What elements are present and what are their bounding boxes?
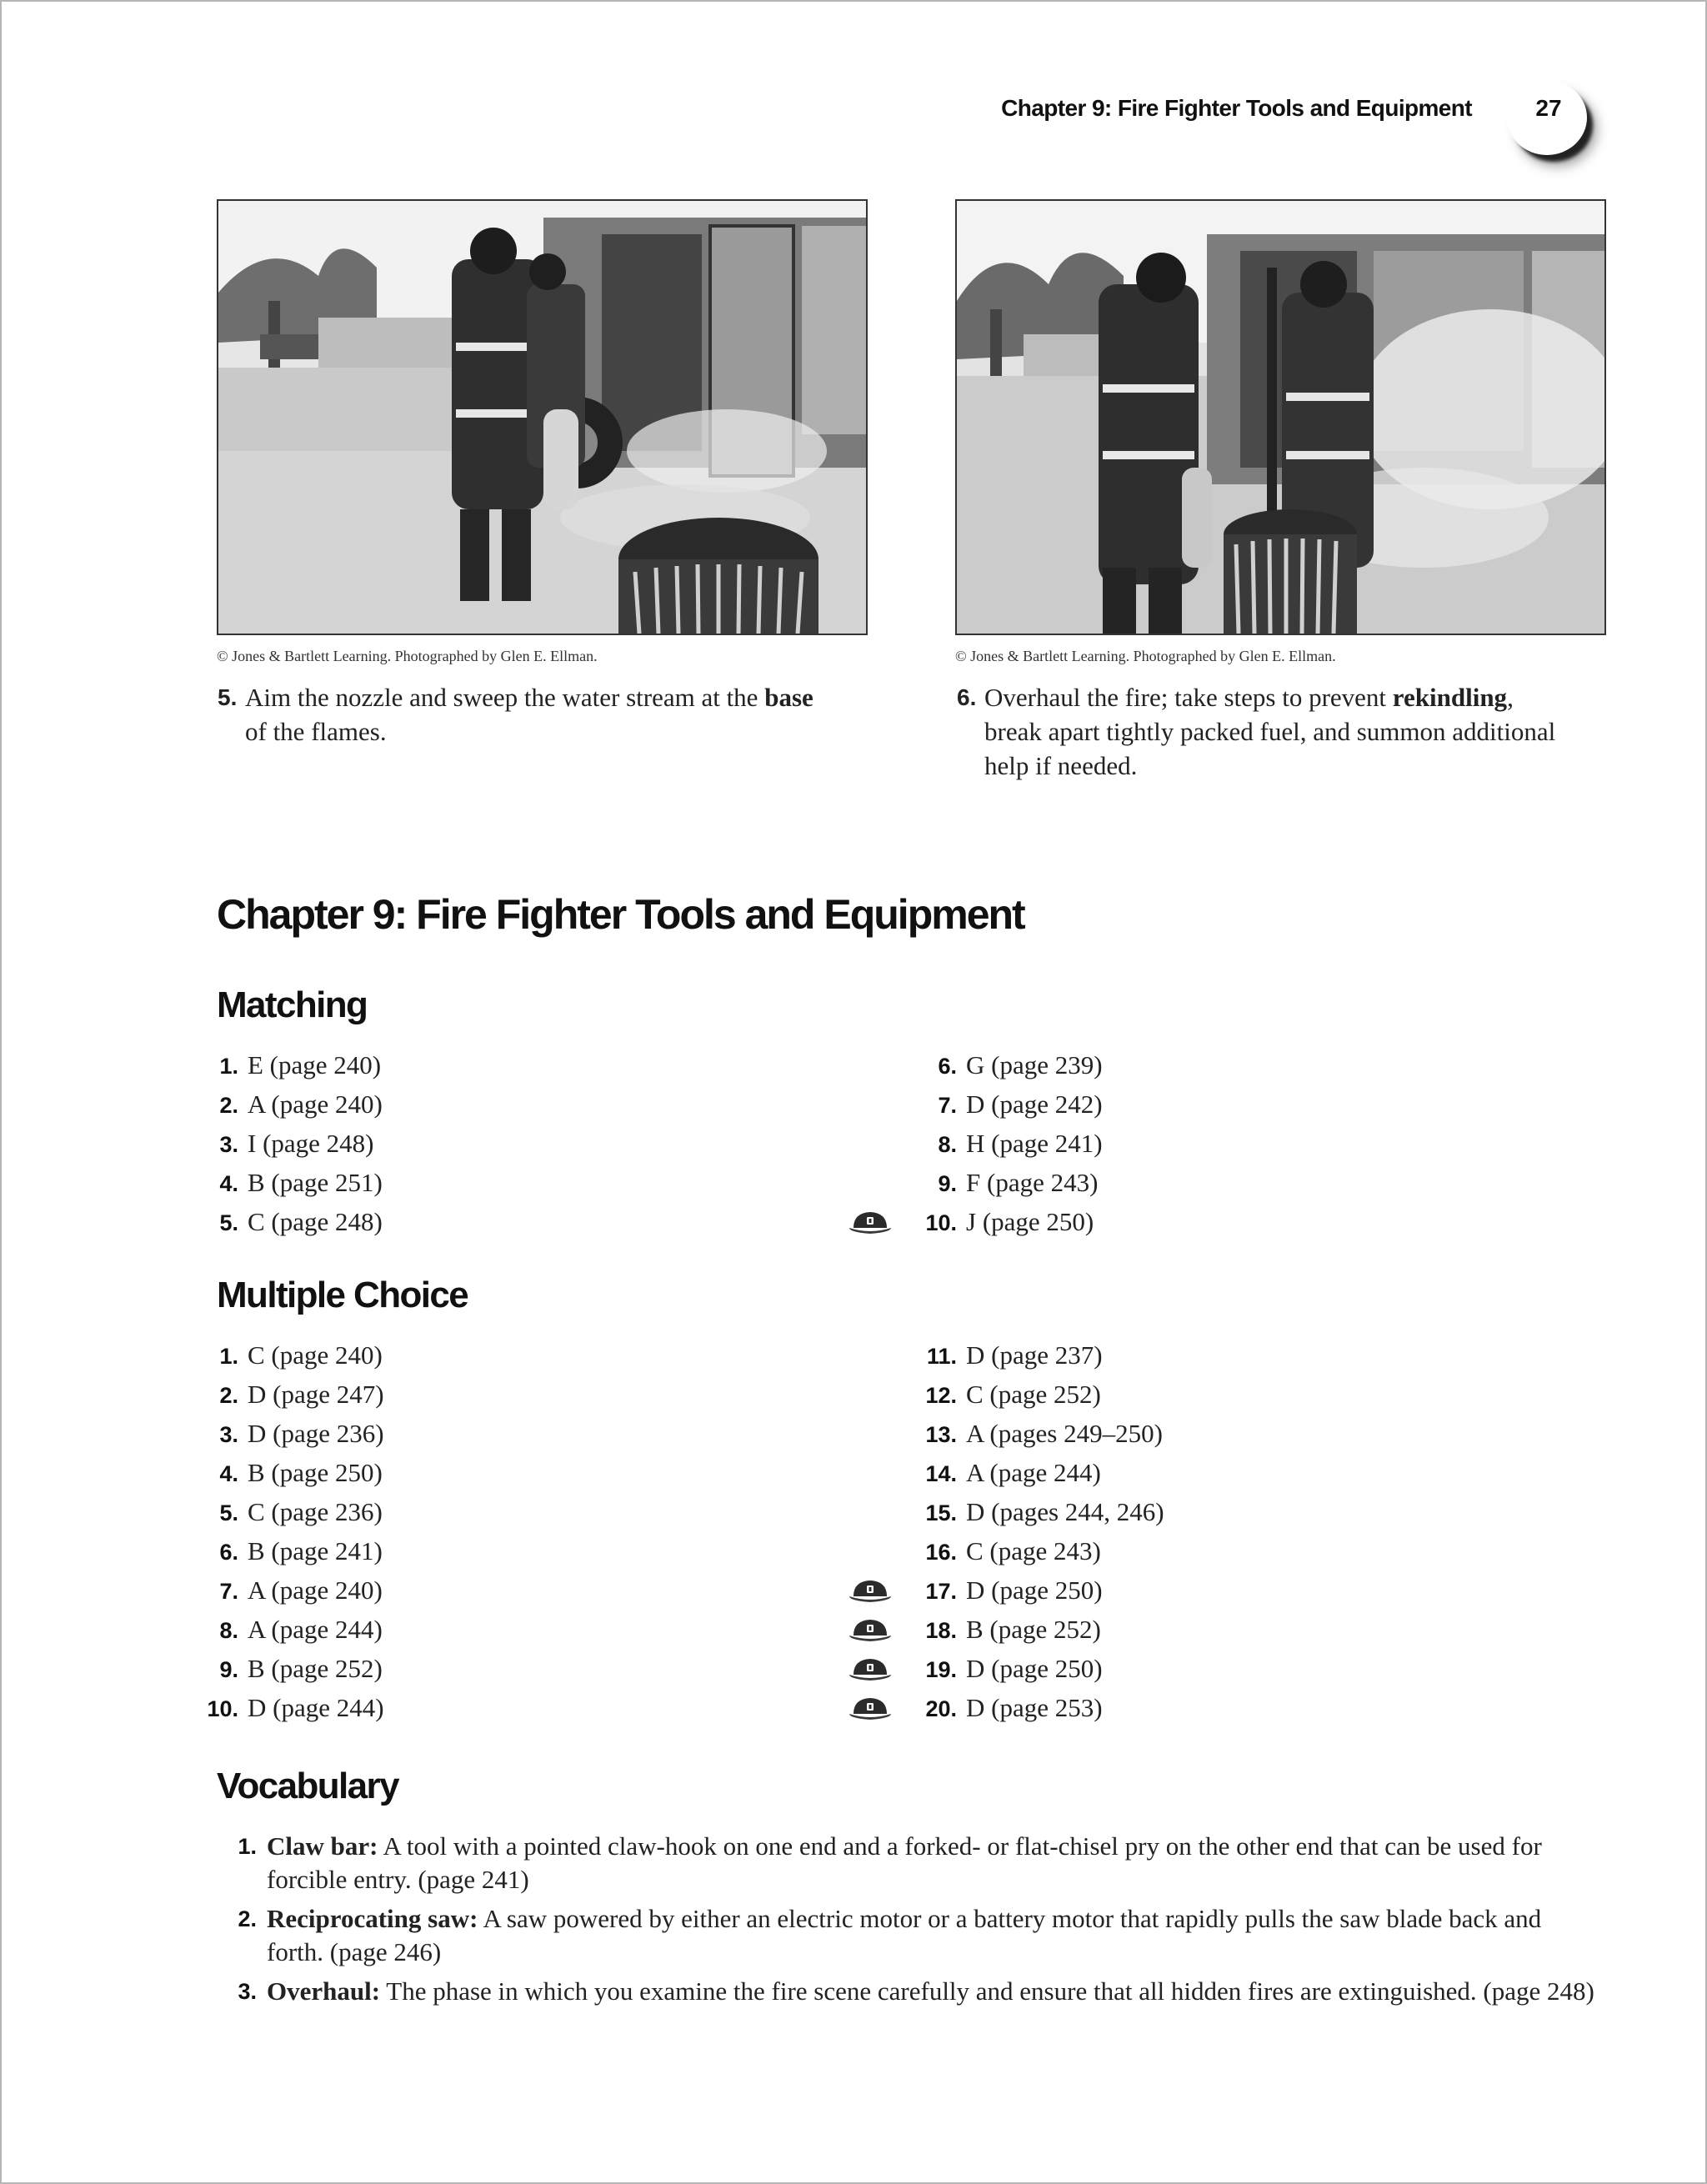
step-6 xyxy=(957,680,1574,783)
answer-text: H (page 241) xyxy=(966,1129,1103,1158)
answer-text: A (page 240) xyxy=(248,1575,383,1605)
vocab-definition-text: The phase in which you examine the fire scene carefully and ensure that all hidden fires are extinguished. (page 248) xyxy=(380,1976,1594,2006)
answer-text: F (page 243) xyxy=(966,1168,1099,1197)
answer-item xyxy=(917,1531,1164,1570)
answer-item xyxy=(198,1335,384,1375)
answer-number: 18. xyxy=(925,1618,957,1643)
vocab-number: 2. xyxy=(238,1906,257,1931)
answer-item xyxy=(917,1492,1164,1531)
answer-text: D (page 244) xyxy=(248,1693,384,1722)
answer-item xyxy=(917,1084,1103,1124)
answer-item xyxy=(198,1084,383,1124)
step-text: Overhaul the fire; take steps to prevent rekindling, break apart tightly packed fuel, and summon additional help if needed. xyxy=(984,683,1556,780)
answer-item xyxy=(917,1453,1164,1492)
vocab-item xyxy=(217,1975,1600,2008)
vocab-item xyxy=(217,1902,1600,1969)
helmet-icon xyxy=(848,1656,892,1681)
answer-item xyxy=(917,1688,1164,1727)
matching-heading: Matching xyxy=(217,984,368,1025)
answer-text: D (page 250) xyxy=(966,1654,1103,1683)
helmet-icon xyxy=(848,1210,892,1235)
answer-text: D (page 250) xyxy=(966,1575,1103,1605)
running-title: Chapter 9: Fire Fighter Tools and Equipment xyxy=(1001,95,1472,121)
answer-text: B (page 241) xyxy=(248,1536,383,1565)
answer-text: I (page 248) xyxy=(248,1129,374,1158)
answer-item xyxy=(198,1124,383,1163)
vocab-term: Reciprocating saw: xyxy=(267,1904,478,1933)
answer-number: 3. xyxy=(219,1422,238,1447)
answer-item xyxy=(917,1335,1164,1375)
vocab-definition xyxy=(267,1975,1600,2008)
answer-number: 11. xyxy=(926,1344,957,1369)
answer-item xyxy=(198,1531,384,1570)
answer-item xyxy=(917,1375,1164,1414)
answer-item xyxy=(917,1045,1103,1084)
answer-number: 15. xyxy=(925,1500,957,1525)
answer-text: D (page 242) xyxy=(966,1089,1103,1119)
vocabulary-heading: Vocabulary xyxy=(217,1766,398,1806)
vocabulary-list xyxy=(217,1830,1600,2014)
vocab-definition xyxy=(267,1902,1600,1969)
answer-item xyxy=(198,1492,384,1531)
helmet-icon xyxy=(848,1617,892,1642)
answer-number: 4. xyxy=(219,1171,238,1196)
answer-number: 5. xyxy=(219,1210,238,1235)
answer-text: A (page 240) xyxy=(248,1089,383,1119)
matching-left-list xyxy=(198,1045,383,1241)
answer-number: 8. xyxy=(219,1618,238,1643)
answer-text: B (page 251) xyxy=(248,1168,383,1197)
answer-number: 7. xyxy=(219,1579,238,1604)
answer-number: 5. xyxy=(219,1500,238,1525)
photo-overhaul xyxy=(955,199,1606,635)
answer-number: 16. xyxy=(925,1540,957,1565)
answer-number: 8. xyxy=(938,1132,957,1157)
answer-number: 2. xyxy=(219,1383,238,1408)
helmet-icon xyxy=(848,1578,892,1603)
step-number: 5. xyxy=(218,684,238,710)
answer-text: J (page 250) xyxy=(966,1207,1094,1236)
matching-right-list xyxy=(917,1045,1103,1241)
answer-text: D (page 236) xyxy=(248,1419,384,1448)
answer-text: D (page 237) xyxy=(966,1340,1103,1370)
answer-text: A (pages 249–250) xyxy=(966,1419,1163,1448)
answer-text: C (page 252) xyxy=(966,1380,1101,1409)
answer-text: A (page 244) xyxy=(248,1615,383,1644)
answer-item xyxy=(198,1163,383,1202)
answer-number: 3. xyxy=(219,1132,238,1157)
answer-text: B (page 252) xyxy=(966,1615,1101,1644)
answer-number: 2. xyxy=(219,1093,238,1118)
answer-number: 17. xyxy=(925,1579,957,1604)
answer-text: C (page 243) xyxy=(966,1536,1101,1565)
page-number: 27 xyxy=(1535,95,1562,121)
multiple-choice-left-list xyxy=(198,1335,384,1727)
answer-text: E (page 240) xyxy=(248,1050,382,1079)
step-5 xyxy=(218,680,834,749)
vocab-definition-text: A tool with a pointed claw-hook on one end and a forked- or flat-chisel pry on the other end that can be used for forcible entry. (page 241) xyxy=(267,1831,1542,1894)
vocab-number: 3. xyxy=(238,1979,257,2004)
answer-item xyxy=(198,1375,384,1414)
answer-item xyxy=(917,1610,1164,1649)
answer-item xyxy=(917,1124,1103,1163)
answer-item xyxy=(198,1649,384,1688)
answer-number: 1. xyxy=(219,1344,238,1369)
vocab-number: 1. xyxy=(238,1834,257,1859)
vocab-definition-text: A saw powered by either an electric motor or a battery motor that rapidly pulls the saw blade back and forth. (page 246) xyxy=(267,1904,1542,1966)
answer-text: B (page 250) xyxy=(248,1458,383,1487)
vocab-item xyxy=(217,1830,1600,1896)
multiple-choice-right-list xyxy=(917,1335,1164,1727)
answer-number: 12. xyxy=(925,1383,957,1408)
photo-credit-left: © Jones & Bartlett Learning. Photographed by Glen E. Ellman. xyxy=(217,648,598,664)
answer-item xyxy=(198,1610,384,1649)
answer-number: 4. xyxy=(219,1461,238,1486)
answer-item xyxy=(917,1570,1164,1610)
answer-item xyxy=(198,1414,384,1453)
answer-item xyxy=(917,1163,1103,1202)
answer-text: D (page 247) xyxy=(248,1380,384,1409)
step-text: Aim the nozzle and sweep the water stream at the base of the flames. xyxy=(245,683,813,746)
answer-number: 19. xyxy=(925,1657,957,1682)
step-number: 6. xyxy=(957,684,977,710)
answer-number: 1. xyxy=(219,1054,238,1079)
answer-text: C (page 248) xyxy=(248,1207,383,1236)
answer-item xyxy=(917,1649,1164,1688)
answer-item xyxy=(198,1570,384,1610)
photo-credit-right: © Jones & Bartlett Learning. Photographed by Glen E. Ellman. xyxy=(955,648,1336,664)
vocab-definition xyxy=(267,1830,1600,1896)
chapter-title: Chapter 9: Fire Fighter Tools and Equipment xyxy=(217,891,1024,938)
answer-item xyxy=(198,1453,384,1492)
answer-number: 20. xyxy=(925,1696,957,1721)
answer-item xyxy=(198,1045,383,1084)
photo-extinguisher-sweep xyxy=(217,199,868,635)
answer-number: 14. xyxy=(925,1461,957,1486)
answer-number: 6. xyxy=(938,1054,957,1079)
answer-text: B (page 252) xyxy=(248,1654,383,1683)
answer-number: 10. xyxy=(925,1210,957,1235)
answer-item xyxy=(917,1202,1103,1241)
answer-text: D (page 253) xyxy=(966,1693,1103,1722)
answer-text: G (page 239) xyxy=(966,1050,1103,1079)
answer-number: 10. xyxy=(207,1696,238,1721)
answer-text: A (page 244) xyxy=(966,1458,1101,1487)
helmet-icon xyxy=(848,1696,892,1721)
vocab-term: Overhaul: xyxy=(267,1976,381,2006)
answer-text: C (page 236) xyxy=(248,1497,383,1526)
answer-item xyxy=(198,1202,383,1241)
vocab-term: Claw bar: xyxy=(267,1831,378,1861)
answer-number: 6. xyxy=(219,1540,238,1565)
answer-number: 7. xyxy=(938,1093,957,1118)
answer-item xyxy=(198,1688,384,1727)
answer-text: D (pages 244, 246) xyxy=(966,1497,1164,1526)
answer-number: 13. xyxy=(925,1422,957,1447)
answer-number: 9. xyxy=(938,1171,957,1196)
multiple-choice-heading: Multiple Choice xyxy=(217,1275,468,1315)
answer-item xyxy=(917,1414,1164,1453)
answer-text: C (page 240) xyxy=(248,1340,383,1370)
answer-number: 9. xyxy=(219,1657,238,1682)
